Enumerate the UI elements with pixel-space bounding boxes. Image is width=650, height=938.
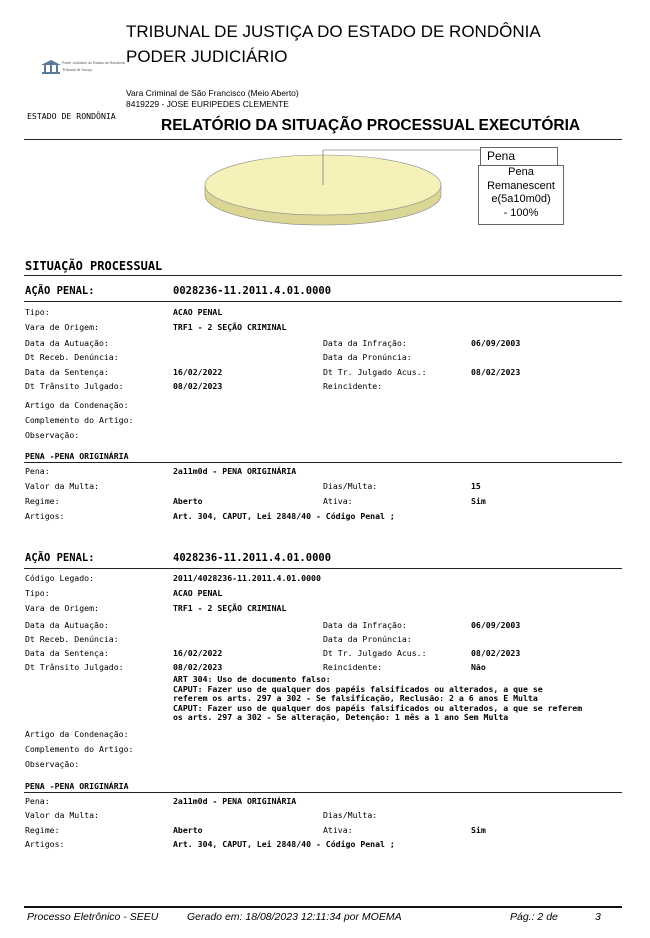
acao1-row-denuncia <box>0 350 650 365</box>
field-value: TRF1 - 2 SEÇÃO CRIMINAL <box>173 322 287 332</box>
acao1-heading <box>0 284 650 299</box>
acao1-row-complemento <box>0 413 650 428</box>
footer-generated: Gerado em: 18/08/2023 12:11:34 por MOEMA <box>187 911 402 923</box>
acao1-row-autuacao <box>0 336 650 351</box>
field-value: Sim <box>471 825 486 835</box>
field-label: Complemento do Artigo: <box>25 744 134 754</box>
logo-text-1: Poder Judiciário do Estado de Rondônia <box>62 61 125 65</box>
acao2-row-complemento <box>0 742 650 757</box>
section-title: SITUAÇÃO PROCESSUAL <box>25 259 163 273</box>
pie-data-label <box>478 165 564 225</box>
field-label: Ativa: <box>323 496 353 506</box>
field-label: Valor da Multa: <box>25 810 99 820</box>
acao1-row-artigo <box>0 398 650 413</box>
field-label: Dt Trânsito Julgado: <box>25 662 124 672</box>
acao2-rule <box>24 568 622 569</box>
field-label: Data da Autuação: <box>25 620 109 630</box>
artigo-line: ART 304: Uso de documento falso: <box>173 674 331 684</box>
field-label: Vara de Origem: <box>25 603 99 613</box>
vara-name: Vara Criminal de São Francisco (Meio Aberto) <box>126 88 299 98</box>
footer-total-pages: 3 <box>595 911 601 923</box>
pena-heading-label: PENA -PENA ORIGINÁRIA <box>25 781 129 791</box>
acao2-row-tipo <box>0 586 650 601</box>
field-value: 15 <box>471 481 481 491</box>
field-label: Valor da Multa: <box>25 481 99 491</box>
field-value: 08/02/2023 <box>173 662 223 672</box>
acao1-row-multa <box>0 479 650 494</box>
acao1-pena-rule <box>24 462 622 463</box>
field-label: Dias/Multa: <box>323 481 378 491</box>
field-label: Data da Sentença: <box>25 367 109 377</box>
field-label: Dias/Multa: <box>323 810 378 820</box>
branch-title: PODER JUDICIÁRIO <box>126 47 288 66</box>
field-label: Dt Receb. Denúncia: <box>25 352 119 362</box>
field-label: Artigos: <box>25 511 65 521</box>
field-value: 08/02/2023 <box>173 381 223 391</box>
acao2-row-pena <box>0 794 650 809</box>
field-label: Data da Pronúncia: <box>323 352 412 362</box>
acao1-row-regime <box>0 494 650 509</box>
artigo-line: CAPUT: Fazer uso de qualquer dos papéis falsificados ou alterados, a que se referem <box>173 702 583 713</box>
field-label: Código Legado: <box>25 573 95 583</box>
field-label: Data da Autuação: <box>25 338 109 348</box>
acao1-number: 0028236-11.2011.4.01.0000 <box>173 285 332 297</box>
acao2-row-regime <box>0 823 650 838</box>
acao2-row-autuacao <box>0 618 650 633</box>
footer-rule <box>24 906 622 908</box>
field-label: Vara de Origem: <box>25 322 99 332</box>
field-label: Pena: <box>25 796 50 806</box>
acao2-row-denuncia <box>0 632 650 647</box>
defendant-name: 8419229 - JOSE EURIPEDES CLEMENTE <box>126 99 289 109</box>
acao2-row-multa <box>0 808 650 823</box>
acao1-row-pena <box>0 464 650 479</box>
field-value: Aberto <box>173 496 203 506</box>
field-value: ACAO PENAL <box>173 588 223 598</box>
field-value: 2a11m0d - PENA ORIGINÁRIA <box>173 466 297 476</box>
callout-line-2: Remanescent <box>487 179 555 192</box>
state-label: ESTADO DE RONDÔNIA <box>27 111 116 121</box>
field-label: Observação: <box>25 759 80 769</box>
field-label: Tipo: <box>25 307 50 317</box>
acao2-heading <box>0 551 650 566</box>
court-logo <box>40 58 125 78</box>
field-label: Data da Sentença: <box>25 648 109 658</box>
field-label: Ativa: <box>323 825 353 835</box>
acao1-row-transito <box>0 379 650 394</box>
field-label: Data da Pronúncia: <box>323 634 412 644</box>
callout-line-3: e(5a10m0d) <box>491 193 551 205</box>
field-value: Não <box>471 662 486 672</box>
field-label: Data da Infração: <box>323 338 407 348</box>
field-label: Dt Tr. Julgado Acus.: <box>323 367 427 377</box>
acao2-row-legado <box>0 571 650 586</box>
field-value: 16/02/2022 <box>173 367 223 377</box>
acao1-row-tipo <box>0 305 650 320</box>
field-label: Artigo da Condenação: <box>25 729 129 739</box>
acao1-row-artigos <box>0 509 650 524</box>
acao2-row-vara <box>0 601 650 616</box>
field-value: 08/02/2023 <box>471 367 521 377</box>
field-value: 08/02/2023 <box>471 648 521 658</box>
artigo-description <box>173 675 582 723</box>
field-value: Art. 304, CAPUT, Lei 2848/40 - Código Penal ; <box>173 839 395 849</box>
acao1-rule <box>24 301 622 302</box>
pie-callout-back <box>480 147 558 167</box>
field-label: Dt Receb. Denúncia: <box>25 634 119 644</box>
field-label: Reincidente: <box>323 381 383 391</box>
artigo-line: referem os arts. 297 a 302 - Se falsificação, Reclusão: 2 a 6 anos E Multa <box>173 693 538 703</box>
section-rule <box>24 275 622 276</box>
field-value: 2011/4028236-11.2011.4.01.0000 <box>173 573 321 583</box>
acao2-heading-label: AÇÃO PENAL: <box>25 552 95 564</box>
callout-back-label: Pena <box>487 149 516 163</box>
artigo-line: os arts. 297 a 302 - Se alteração, Detenção: 1 mês a 1 ano Sem Multa <box>173 712 509 722</box>
field-value: TRF1 - 2 SEÇÃO CRIMINAL <box>173 603 287 613</box>
acao1-row-observacao <box>0 428 650 443</box>
acao2-row-sentenca <box>0 646 650 661</box>
field-value: 2a11m0d - PENA ORIGINÁRIA <box>173 796 297 806</box>
field-value: 16/02/2022 <box>173 648 223 658</box>
field-value: ACAO PENAL <box>173 307 223 317</box>
acao2-row-artigo <box>0 727 650 742</box>
court-title: TRIBUNAL DE JUSTIÇA DO ESTADO DE RONDÔNIA <box>126 22 541 41</box>
field-label: Complemento do Artigo: <box>25 415 134 425</box>
field-label: Tipo: <box>25 588 50 598</box>
acao2-row-transito <box>0 660 650 675</box>
field-label: Regime: <box>25 825 60 835</box>
field-label: Dt Tr. Julgado Acus.: <box>323 648 427 658</box>
field-value: Art. 304, CAPUT, Lei 2848/40 - Código Penal ; <box>173 511 395 521</box>
artigo-line: CAPUT: Fazer uso de qualquer dos papéis falsificados ou alterados, a que se <box>173 683 543 694</box>
acao2-row-observacao <box>0 757 650 772</box>
pena-heading-label: PENA -PENA ORIGINÁRIA <box>25 451 129 461</box>
field-label: Pena: <box>25 466 50 476</box>
field-label: Regime: <box>25 496 60 506</box>
field-value: Aberto <box>173 825 203 835</box>
callout-line-1: Pena <box>508 166 534 178</box>
acao2-pena-rule <box>24 792 622 793</box>
callout-line-4: - 100% <box>503 206 539 219</box>
title-rule <box>24 139 622 140</box>
acao1-row-sentenca <box>0 365 650 380</box>
scales-icon <box>40 60 62 76</box>
acao1-heading-label: AÇÃO PENAL: <box>25 285 95 297</box>
field-value: Sim <box>471 496 486 506</box>
field-label: Dt Trânsito Julgado: <box>25 381 124 391</box>
field-label: Data da Infração: <box>323 620 407 630</box>
footer-system: Processo Eletrônico - SEEU <box>27 911 159 923</box>
field-label: Reincidente: <box>323 662 383 672</box>
report-title: RELATÓRIO DA SITUAÇÃO PROCESSUAL EXECUTÓRIA <box>161 117 581 134</box>
acao1-row-vara <box>0 320 650 335</box>
field-value: 06/09/2003 <box>471 338 521 348</box>
field-label: Artigos: <box>25 839 65 849</box>
field-label: Artigo da Condenação: <box>25 400 129 410</box>
acao2-row-artigos <box>0 837 650 852</box>
footer-page-label: Pág.: 2 de <box>510 911 558 923</box>
acao2-number: 4028236-11.2011.4.01.0000 <box>173 552 332 564</box>
field-label: Observação: <box>25 430 80 440</box>
field-value: 06/09/2003 <box>471 620 521 630</box>
logo-text-2: Tribunal de Justiça <box>62 67 93 72</box>
